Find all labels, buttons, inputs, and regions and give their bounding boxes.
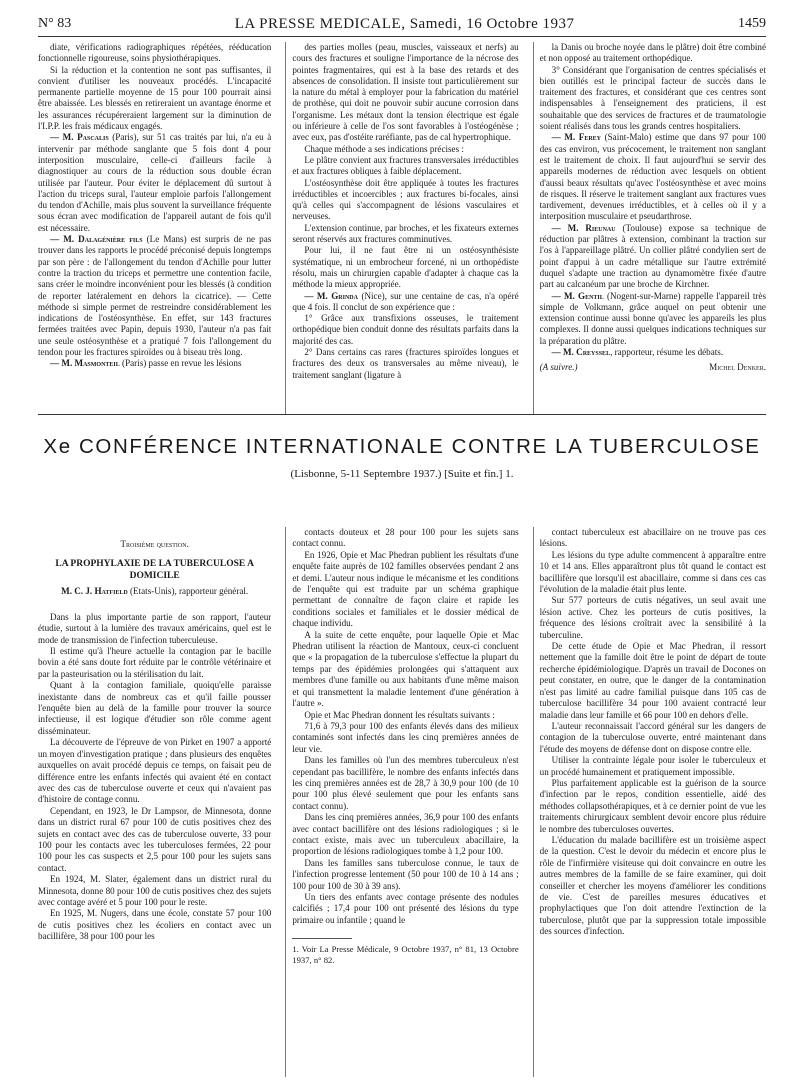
bottom-column-3 (533, 527, 766, 1077)
paragraph: Dans les familles sans tuberculose connue, le taux de l'infection progresse lentement (50 pour 100 de 10 à 14 ans ; 100 pour 100 de 30 à 39 ans). (292, 857, 519, 891)
to-be-continued: (A suivre.) (539, 362, 578, 373)
top-column-1 (38, 42, 271, 414)
paragraph: L'extension continue, par broches, et les fixateurs externes seront réservés aux fractures comminutives. (292, 222, 519, 245)
paragraph: Dans les cinq premières années, 36,9 pour 100 des enfants avec contact bacillifère ont des lésions radiologiques ; si le contact existe, mais avec un tuberculeux abacillaire, la proportion de lésions radiologiques tombe à 1,2 pour 100. (292, 812, 519, 857)
paragraph: Quant à la contagion familiale, quoiqu'elle paraisse inexistante dans de nombreux cas et qu'il faille pousser l'enquête bien au delà de la famille pour trouver la source infectieuse, il est logique d'étudier son rôle comme agent disséminateur. (38, 680, 272, 736)
paragraph: des parties molles (peau, muscles, vaisseaux et nerfs) au cours des fractures et souligne l'importance de la nécrose des pointes fragmentaires, qui est à la base des retards et des absences de consolidation. Il insiste tout particulièrement sur la nature du métal à employer pour la fabrication du matériel de prothèse, qui doit ne pouvoir subir aucune corrosion dans l'organisme. Les métaux dont la tension électrique est égale ou inférieure à celle de l'os sont favorables à l'ostéogénèse ; avec eux, pas d'ostéite raréfiante, pas de cal hypertrophique. (292, 42, 519, 143)
paragraph: Les lésions du type adulte commencent à apparaître entre 10 et 14 ans. Elles apparaîtront plus tôt quand le contact est bacillifère que lorsqu'il est abacillaire, comme si dans ces cas l'évolution de la maladie était plus lente. (539, 549, 766, 595)
paragraph: Si la réduction et la contention ne sont pas suffisantes, il convient d'utiliser les nouveaux procédés. L'incapacité permanente partielle moyenne de 15 pour 100 pourrait ainsi être abaissée. Les blessés en retireraient un avantage énorme et les assurances récupéreraient largement sur la diminution de l'I.P.P. les frais médicaux engagés. (38, 64, 272, 132)
journal-title: LA PRESSE MEDICALE, Samedi, 16 Octobre 1937 (234, 15, 575, 32)
rapporteur-name: M. C. J. Hatfield (61, 586, 128, 597)
paragraph: 2° Dans certains cas rares (fractures spiroïdes longues et fractures des deux os transversales au même niveau), le traitement sanglant (ligature à (292, 347, 519, 380)
top-article (38, 42, 766, 415)
page-number: 1459 (737, 16, 766, 31)
page-header (38, 12, 766, 37)
speaker-name: — M. Masmonteil (50, 358, 120, 369)
paragraph: Un tiers des enfants avec contage présente des nodules calcifiés ; 17,4 pour 100 ont présenté des lésions du type primaire ou infantile ; quand le (292, 892, 519, 925)
speaker-name: — M. Ferey (551, 132, 601, 143)
paragraph: En 1925, M. Nugers, dans une école, constate 57 pour 100 de cutis positives chez les écoliers en contact avec un bacillifère, 38 pour 100 pour les (38, 908, 272, 942)
paragraph: A la suite de cette enquête, pour laquelle Opie et Mac Phedran utilisent la réaction de Mantoux, ceux-ci concluent que « la propagation de la tuberculose s'effectue la plupart du temps par des épidémies prolongées qui s'attaquent aux membres d'une famille ou aux habitants d'une même maison et qui transmettent la maladie lentement d'une génération à l'autre ». (292, 629, 519, 709)
speaker-text: (Paris), sur 51 cas traités par lui, n'a eu à intervenir par méthode sanglante que 5 fois dont 4 pour interposition musculaire, celle-ci d'ailleurs facile à diagnostiquer au cours de la réduction sous double écran utilisée par l'auteur. Pour éviter le déplacement dû surtout à l'action du triceps sural, l'auteur emploie parfois l'allongement du tendon d'Achille, mais plus souvent la surveillance fréquente sous écran avec modification de l'appareil autant de fois qu'il est nécessaire. (38, 132, 272, 233)
paragraph (540, 223, 766, 291)
paragraph: En 1926, Opie et Mac Phedran publient les résultats d'une enquête faite auprès de 102 familles observées pendant 2 ans et demi. L'auteur nous indique le mécanisme et les conditions de l'enquête qui est traduite par un schéma graphique permettant de connaître de façon claire et rapide les conditions sociales et familiales et le dossier médical de chaque individu. (292, 549, 519, 629)
paragraph: L'auteur reconnaissait l'accord général sur les dangers de contagion de la tuberculose ouverte, entré maintenant dans l'étude des moyens de défense dont on dispose contre elle. (539, 720, 766, 754)
paragraph: 3° Considérant que l'organisation de centres spécialisés et bien outillés est le principal facteur de succès dans le traitement des fractures, et considérant que ces centres sont indispensables à l'enseignement des praticiens, il est souhaitable que des services de fractures et de traumatologie soient réalisés dans tous les grands centres hospitaliers. (539, 64, 766, 132)
paragraph: Le plâtre convient aux fractures transversales irréductibles et aux fractures obliques à faible déplacement. (292, 154, 519, 177)
paragraph: L'ostéosynthèse doit être appliquée à toutes les fractures irréductibles et incoercibles ; aux fractures bi-focales, ainsi qu'à celles qui s'accompagnent de lésions vasculaires et nerveuses. (292, 177, 519, 222)
speaker-text: (Nice), sur une centaine de cas, n'a opéré que 4 fois. Il conclut de son expérience que : (292, 290, 519, 312)
topic-heading: LA PROPHYLAXIE DE LA TUBERCULOSE A DOMICILE (55, 559, 254, 582)
question-heading: Troisième question. (120, 539, 189, 549)
speaker-text: , rapporteur, résume les débats. (610, 347, 724, 358)
speaker-name: — M. Dalagénière fils (50, 234, 143, 245)
speaker-name: — M. Creyssel (551, 347, 611, 358)
top-column-3 (533, 42, 766, 414)
paragraph (540, 291, 766, 347)
paragraph: Pour lui, il ne faut être ni un ostéosynthésiste systématique, ni un embrocheur forcené, ni un orthopédiste résolu, mais un chirurgien capable d'adapter à chaque cas la méthode la mieux appropriée. (292, 245, 519, 290)
paragraph: En 1924, M. Slater, également dans un district rural du Minnesota, donne 80 pour 100 de cutis positives chez des sujets avec contage avéré et 5 pour 100 pour le reste. (38, 874, 272, 907)
paragraph: De cette étude de Opie et Mac Phedran, il ressort nettement que la famille doit être le point de départ de toute recherche épidémiologique. D'après un travail de Docones on peut constater, en outre, que le danger de la contamination n'est pas limité au cadre familial puisque dans 105 cas de tuberculose bacillifère 34 pour 100 avaient contracté leur maladie dans leur famille et 66 pour 100 en dehors d'elle. (539, 641, 766, 720)
section-subtitle: (Lisbonne, 5-11 Septembre 1937.) [Suite et fin.] 1. (290, 468, 514, 480)
paragraph: Utiliser la contrainte légale pour isoler le tuberculeux et un procédé humainement et pratiquement impossible. (539, 755, 766, 777)
paragraph (540, 347, 766, 358)
bottom-column-2 (285, 527, 518, 1077)
rapporteur (38, 586, 271, 597)
paragraph (38, 132, 271, 234)
bottom-column-1 (38, 527, 271, 1077)
signature: Michel Denker. (709, 362, 766, 373)
section-title: Xe CONFÉRENCE INTERNATIONALE CONTRE LA TUBERCULOSE (43, 435, 761, 458)
rapporteur-role: (Etats-Unis), rapporteur général. (130, 586, 249, 597)
issue-number: N° 83 (38, 16, 72, 31)
paragraph: Chaque méthode a ses indications précises : (304, 143, 464, 154)
bottom-article (38, 527, 766, 1077)
paragraph: Sur 577 porteurs de cutis négatives, un seul avait une lésion active. Chez les porteurs de cutis positives, la fréquence des lésions croîtrait avec la sensibilité à la tuberculine. (539, 595, 766, 640)
paragraph: contact tuberculeux est abacillaire on ne trouve pas ces lésions. (539, 527, 766, 549)
speaker-name: — M. Rieunau (551, 222, 616, 233)
top-column-2 (285, 42, 518, 414)
paragraph (292, 291, 518, 314)
paragraph: Il estime qu'à l'heure actuelle la contagion par le bacille bovin a été sans doute fort réduite par le contrôle vétérinaire et par la pasteurisation ou la stérilisation du lait. (38, 646, 272, 679)
paragraph: L'éducation du malade bacillifère est un troisième aspect de la question. C'est le devoir du médecin et encore plus le rôle de l'infirmière visiteuse qui doit convaincre en outre les autres membres de la famille de se faire examiner, qui doit conseiller et chercher les moyens d'améliorer les conditions de vie. C'est de pareilles mesures éducatives et prophylactiques que l'on doit attendre l'extinction de la tuberculose, plutôt que par la suppression totale impossible des sources d'infection. (539, 834, 766, 937)
footnote-divider (292, 938, 352, 939)
speaker-text: (Paris) passe en revue les lésions (119, 358, 242, 369)
paragraph (38, 234, 271, 358)
speaker-name: — M. Grinda (304, 290, 358, 301)
paragraph (540, 132, 766, 222)
paragraph: La découverte de l'épreuve de von Pirket en 1907 a apporté un moyen d'investigation pratique ; dans plusieurs des enquêtes auxquelles on avait procédé depuis ce temps, on faisait peu de différence entre les enfants infectés qui avaient été en contact avec des cas de tuberculose ouverte et ceux qui n'avaient pas d'histoire de contage connu. (38, 737, 272, 805)
speaker-text: (Le Mans) est surpris de ne pas trouver dans les rapports le procédé préconisé depuis longtemps par son père : de l'allongement du tendon d'Achille pour lutter contre la traction du triceps et permettre une contention facile, sans créer le moindre inconvénient pour les blessés (à condition de reporter latéralement en dehors la cicatrice). — Cette méthode si simple permet de restreindre considérablement les indications de l'ostéosynthèse. En effet, sur 143 fractures fermées traitées avec Papin, depuis 1930, l'auteur n'a pas fait une seule ostéosynthèse et a pratiqué 7 fois l'allongement du tendon pour les fractures spiroïdes ou à biseau très long. (38, 234, 272, 358)
paragraph: 71,6 à 79,3 pour 100 des enfants élevés dans des milieux contaminés sont infectés dans les cinq premières années de leur vie. (292, 720, 519, 754)
speaker-text: (Saint-Malo) estime que dans 97 pour 100 des cas environ, vus précocement, le traitement non sanglant est le traitement de choix. Il faut aujourd'hui se servir des appareils modernes de réduction avec lesquels on obtient d'aussi beaux résultats qu'avec l'ostéosynthèse et avec moins de risques. Il réserve le traitement sanglant aux fractures vues tardivement, devenues irréductibles, et à celles où il y a interposition musculaire et pseudarthrose. (539, 132, 766, 222)
speaker-name: — M. Gentil (551, 290, 604, 301)
paragraph: Opie et Mac Phedran donnent les résultats suivants : (304, 709, 495, 720)
paragraph: contacts douteux et 28 pour 100 pour les sujets sans contact connu. (292, 527, 519, 549)
speaker-name: — M. Pascalis (50, 132, 109, 143)
paragraph: Cependant, en 1923, le Dr Lampsor, de Minnesota, donne dans un district rural 67 pour 100 de cutis positives chez des sujets en contact avec des cas de tuberculose ouverte, 33 pour 100 pour les contacts avec les tuberculoses fermées, 22 pour 100 pour les cas suspects et 2,5 pour 100 pour les sujets sans contact. (38, 805, 272, 873)
signature-row (540, 362, 766, 373)
paragraph: Dans les familles où l'un des membres tuberculeux n'est cependant pas bacillifère, le nombre des enfants infectés dans les cinq premières années est de 28,7 à 30,9 pour 100 (de 10 pour 100 plus élevé seulement que pour les enfants sans contact connu). (292, 755, 519, 811)
footnote: 1. Voir La Presse Médicale, 9 Octobre 1937, n° 81, 13 Octobre 1937, n° 82. (292, 944, 519, 965)
paragraph: Plus parfaitement applicable est la guérison de la source d'infection par le repos, condition essentielle, aidé des méthodes collapsothérapiques, et à ce dernier point de vue les traitements chirurgicaux semblent devoir encore plus réduire le nombre des tuberculoses ouvertes. (539, 777, 766, 834)
speaker-text: (Nogent-sur-Marne) rappelle l'appareil très simple de Volkmann, grâce auquel on peut obtenir une extension continue aussi bonne qu'avec les appareils les plus complexes. Il donne aussi quelques indications techniques sur la préparation du plâtre. (539, 290, 766, 346)
paragraph (38, 358, 271, 369)
paragraph: 1° Grâce aux transfixions osseuses, le traitement orthopédique bien conduit donne des résultats parfaits dans la majorité des cas. (292, 313, 519, 346)
paragraph: diate, vérifications radiographiques répétées, rééducation fonctionnelle rigoureuse, soins physiothérapiques. (38, 42, 272, 64)
paragraph: Dans la plus importante partie de son rapport, l'auteur étudie, surtout à la lumière des travaux américains, quel est le mode de transmission de l'infection tuberculeuse. (38, 611, 272, 645)
paragraph: la Danis ou broche noyée dans le plâtre) doit être combiné et non opposé au traitement orthopédique. (539, 42, 766, 64)
speaker-text: (Toulouse) expose sa technique de réduction par plâtres à extension, combinant la traction sur l'os à l'appareillage plâtré. Un collier plâtré condylien sert de point d'appui à un cadre métallique sur l'autre extrémité duquel s'adapte une traction au dynamomètre fixée d'autre part au calcanéum par une broche de Kirchner. (539, 222, 766, 290)
